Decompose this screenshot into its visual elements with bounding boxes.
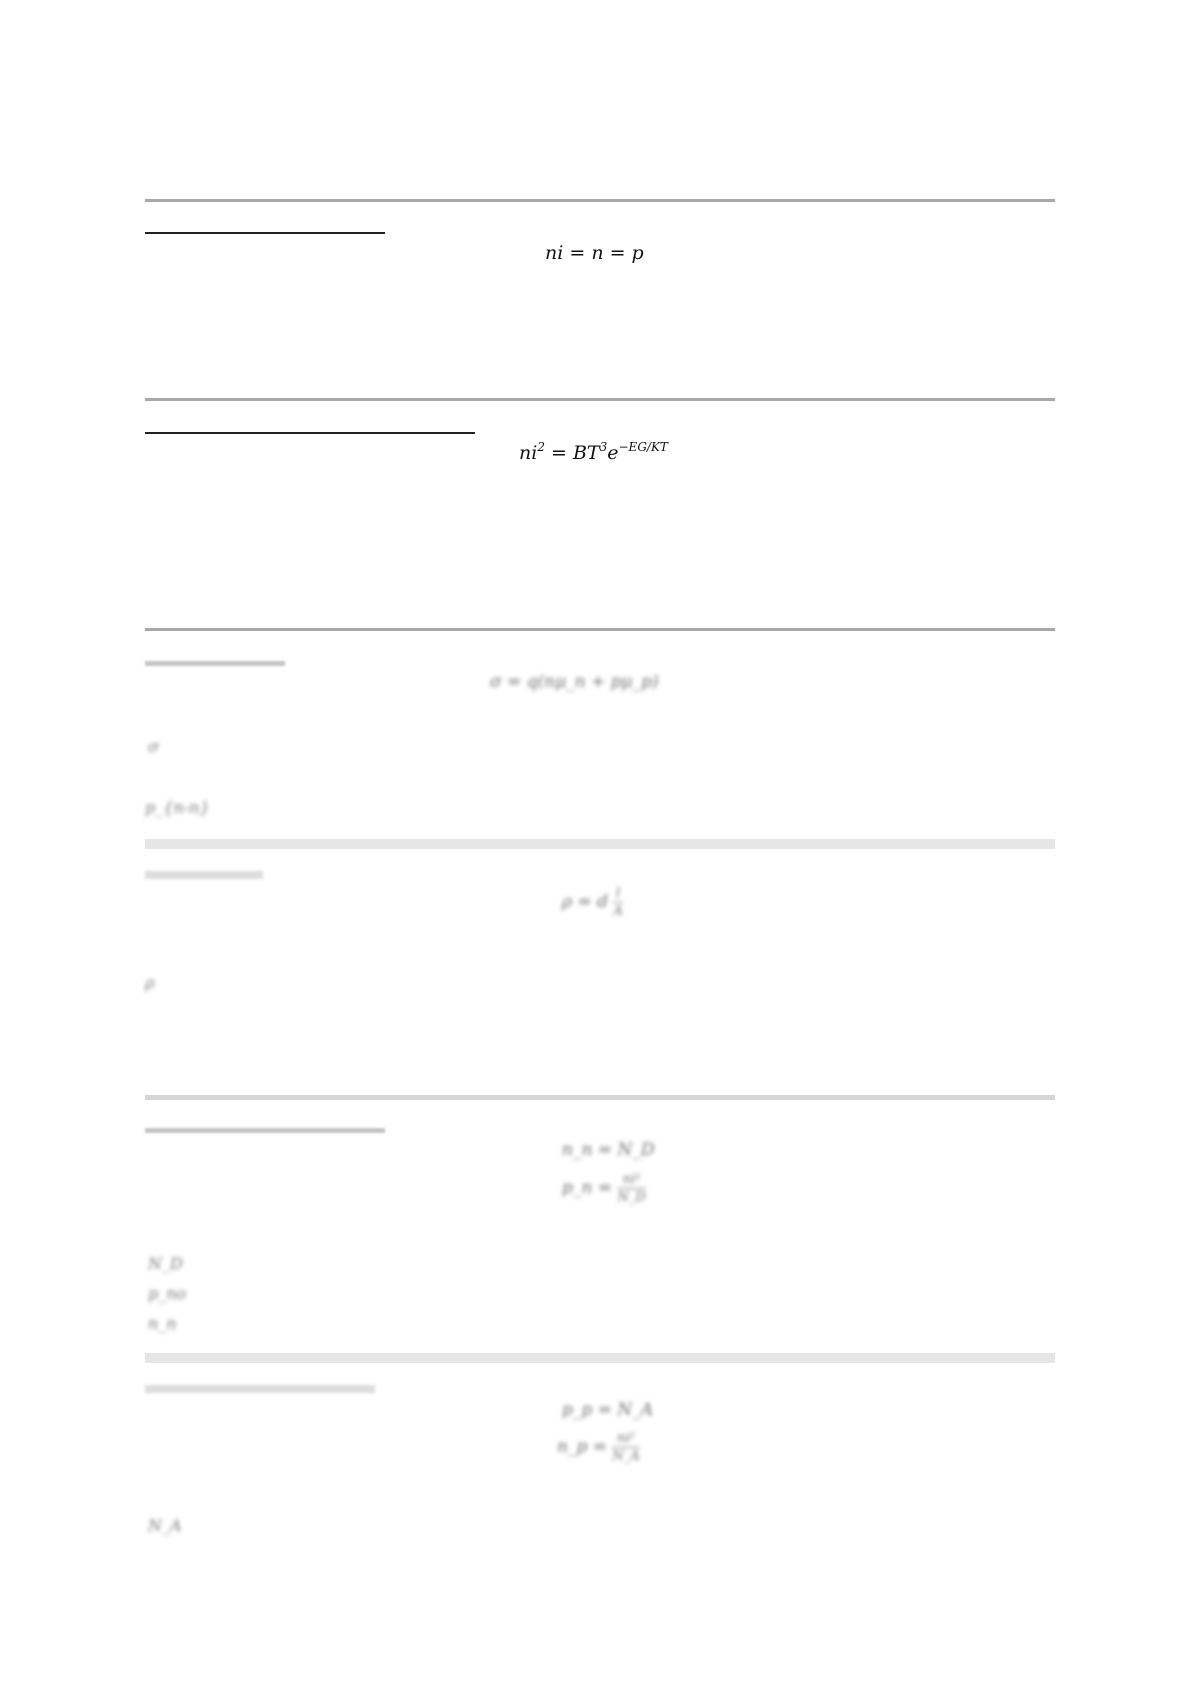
symbol-definition: ρ bbox=[145, 973, 155, 992]
fraction-numerator: ni² bbox=[612, 1432, 639, 1448]
symbol-definition: n_n bbox=[148, 1314, 177, 1333]
equation-intrinsic: ni = n = p bbox=[545, 242, 644, 264]
symbol-definition: N_D bbox=[148, 1254, 183, 1273]
section-divider-5 bbox=[145, 1095, 1055, 1100]
section-divider-1 bbox=[145, 199, 1055, 202]
section-heading-underline-2 bbox=[145, 432, 475, 434]
section-divider-6 bbox=[145, 1353, 1055, 1363]
equation-p-type-line-2 bbox=[557, 1432, 640, 1463]
section-heading-underline-6 bbox=[145, 1385, 375, 1393]
equation-resistivity-text: ρ = d bbox=[562, 892, 608, 912]
symbol-definition: σ bbox=[148, 737, 159, 756]
fraction-numerator: ni² bbox=[617, 1173, 645, 1189]
symbol-definition: p_{n-n} bbox=[145, 798, 210, 817]
equation-mass-action: $ni^2 = BT^3e^{-EG/KT}$ bbox=[519, 440, 668, 464]
equation-p-type-line-1: p_p = N_A bbox=[562, 1400, 653, 1420]
section-divider-4 bbox=[145, 839, 1055, 849]
section-divider-2 bbox=[145, 398, 1055, 401]
equation-n-type-line-1: n_n = N_D bbox=[562, 1140, 655, 1160]
equation-fraction bbox=[612, 1432, 639, 1463]
section-heading-underline-5 bbox=[145, 1128, 385, 1133]
equation-text: n_p = bbox=[557, 1437, 607, 1457]
symbol-definition: N_A bbox=[148, 1516, 182, 1535]
equation-fraction: $\frac{l}{A}$ bbox=[613, 886, 623, 919]
section-divider-3 bbox=[145, 628, 1055, 631]
equation-n-type-line-2 bbox=[562, 1173, 646, 1204]
fraction-denominator: N_D bbox=[617, 1190, 646, 1205]
equation-resistivity bbox=[562, 887, 623, 918]
equation-text: p_n = bbox=[562, 1178, 612, 1198]
symbol-definition: p_no bbox=[148, 1284, 187, 1303]
equation-conductivity: σ = q(nμ_n + pμ_p) bbox=[490, 672, 659, 692]
fraction-denominator: N_A bbox=[612, 1449, 640, 1464]
section-heading-underline-4 bbox=[145, 871, 263, 879]
section-heading-underline-1 bbox=[145, 232, 385, 234]
section-heading-underline-3 bbox=[145, 661, 285, 666]
equation-fraction bbox=[617, 1173, 645, 1204]
